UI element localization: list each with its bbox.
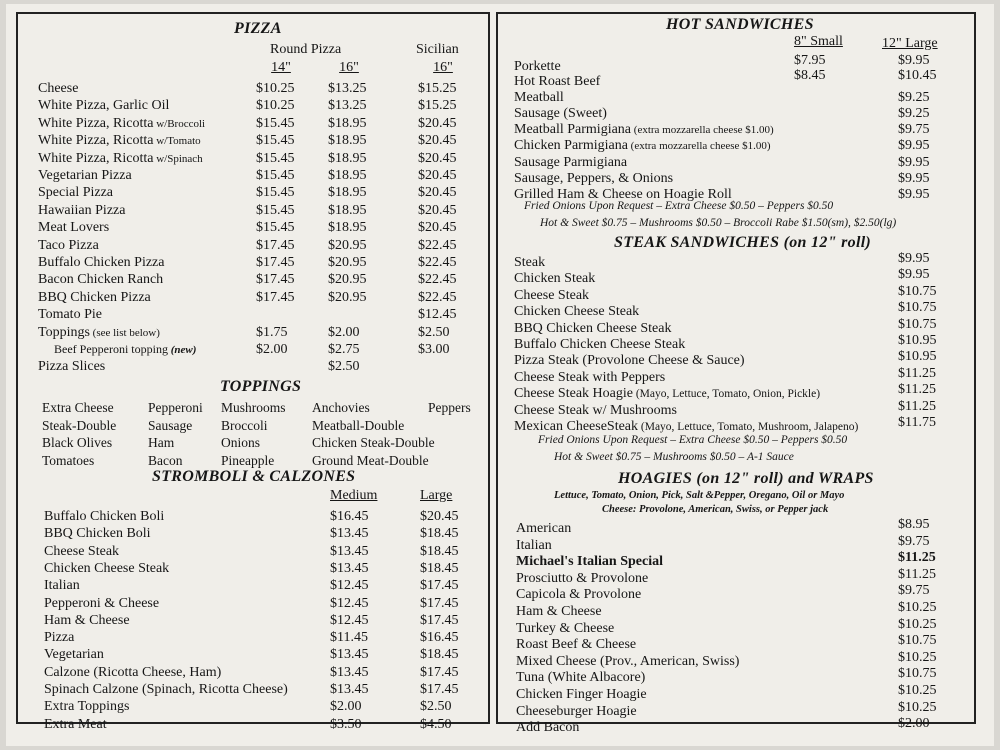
price-16: $18.95: [328, 115, 367, 131]
price-sicilian: $22.45: [418, 289, 457, 305]
hot-sandwich-note-2: Hot & Sweet $0.75 – Mushrooms $0.50 – Broccoli Rabe $1.50(sm), $2.50(lg): [540, 217, 897, 229]
item-note: w/Broccoli: [153, 117, 206, 130]
price-large: $20.45: [420, 509, 459, 524]
hot-sandwich-row: [498, 68, 974, 90]
item-name: Italian: [44, 578, 80, 594]
price-large: $17.45: [420, 578, 459, 594]
item-name: Cheese Steak Hoagie (Mayo, Lettuce, Tomato, Onion, Pickle): [514, 386, 821, 402]
item-name: Beef Pepperoni topping (new): [54, 342, 197, 356]
pizza-row: [18, 184, 488, 201]
price-medium: $13.45: [330, 526, 369, 542]
left-menu-column: [16, 12, 490, 732]
round-pizza-label: Round Pizza: [270, 42, 342, 57]
item-note: (extra mozzarella cheese $1.00): [631, 124, 774, 136]
steak-title: STEAK SANDWICHES (on 12" roll): [614, 234, 872, 251]
price-medium: $13.45: [330, 647, 369, 663]
item-name: Cheese Steak with Peppers: [514, 369, 666, 385]
price-large: $18.45: [420, 543, 459, 559]
pizza-row: [18, 254, 488, 271]
price-16: $2.75: [328, 342, 360, 357]
topping-item: Chicken Steak-Double: [312, 435, 435, 450]
price: $9.75: [898, 583, 930, 599]
price-16: $20.95: [328, 289, 367, 305]
price-sicilian: $15.25: [418, 81, 457, 96]
price-16: $18.95: [328, 202, 367, 218]
price-large: $17.45: [420, 682, 459, 697]
item-name: Cheese Steak: [514, 287, 590, 303]
price-14: $17.45: [256, 237, 295, 253]
topping-item: Sausage: [148, 417, 193, 433]
item-name: Chicken Cheese Steak: [44, 560, 170, 576]
item-note: (see list below): [89, 326, 160, 339]
item-name: Michael's Italian Special: [516, 554, 663, 570]
price-16: $18.95: [328, 220, 367, 236]
item-name: Porkette: [514, 59, 561, 74]
hoagie-row: [498, 716, 974, 736]
stromboli-row: [18, 612, 488, 629]
price-large: $9.95: [898, 187, 930, 202]
stromboli-row: [18, 543, 488, 560]
price-sicilian: $12.45: [418, 307, 457, 323]
pizza-row: [18, 237, 488, 254]
item-name: Italian: [516, 537, 552, 553]
price-medium: $11.45: [330, 630, 368, 646]
price-14: $17.45: [256, 272, 295, 288]
item-name: White Pizza, Garlic Oil: [38, 98, 170, 114]
topping-item: Bacon: [148, 452, 183, 468]
item-name: Pepperoni & Cheese: [44, 595, 160, 611]
item-name: Turkey & Cheese: [516, 620, 615, 636]
hoagies-sub-2: Cheese: Provolone, American, Swiss, or Pepper jack: [602, 504, 829, 515]
price-16: $2.50: [328, 359, 360, 375]
item-name: Bacon Chicken Ranch: [38, 272, 164, 288]
item-name: Sausage Parmigiana: [514, 155, 628, 170]
price: $11.25: [898, 550, 936, 566]
item-note: w/Spinach: [153, 152, 203, 165]
price-medium: $2.00: [330, 699, 362, 715]
item-name: Grilled Ham & Cheese on Hoagie Roll: [514, 187, 732, 202]
pizza-row: [18, 341, 488, 358]
price: $11.25: [898, 365, 936, 381]
price-16: $20.95: [328, 237, 367, 253]
price-large: $10.45: [898, 68, 937, 83]
price-14: $15.45: [256, 168, 295, 183]
price-16: $2.00: [328, 324, 360, 340]
price: $11.25: [898, 382, 936, 398]
price: $10.95: [898, 349, 937, 365]
price: $10.25: [898, 600, 937, 615]
item-name: Chicken Steak: [514, 271, 596, 287]
price-16: $20.95: [328, 255, 367, 270]
topping-item: Meatball-Double: [312, 417, 405, 433]
price-16: $18.95: [328, 168, 367, 183]
topping-item: Onions: [221, 435, 261, 450]
hot-sandwich-row: [498, 154, 974, 171]
hot-sandwich-row: [498, 89, 974, 106]
item-name: Pizza Steak (Provolone Cheese & Sauce): [514, 353, 745, 369]
item-name: Chicken Finger Hoagie: [516, 687, 647, 702]
price-large: $9.95: [898, 53, 930, 68]
price: $10.75: [898, 300, 937, 316]
price-large: $9.95: [898, 138, 930, 153]
item-name: White Pizza, Ricotta w/Broccoli: [38, 115, 206, 131]
stromboli-row: [18, 595, 488, 612]
price-sicilian: $20.45: [418, 185, 457, 201]
price-14: $1.75: [256, 324, 288, 340]
pizza-row: [18, 219, 488, 236]
topping-item: Black Olives: [42, 435, 113, 450]
price: $9.75: [898, 533, 930, 549]
price-large: $18.45: [420, 560, 459, 576]
hot-sandwiches-title: HOT SANDWICHES: [666, 16, 814, 33]
topping-item: Broccoli: [221, 417, 268, 433]
steak-row: [498, 415, 974, 435]
steak-note-2: Hot & Sweet $0.75 – Mushrooms $0.50 – A-1 Sauce: [554, 451, 794, 463]
price-sicilian: $15.25: [418, 98, 457, 114]
stromboli-row: [18, 681, 488, 698]
price: $11.75: [898, 415, 936, 430]
hot-sandwich-note-1: Fried Onions Upon Request – Extra Cheese $0.50 – Peppers $0.50: [524, 200, 834, 212]
stromboli-row: [18, 664, 488, 681]
price-medium: $3.50: [330, 716, 362, 732]
topping-item: Peppers: [428, 400, 471, 415]
item-name: Buffalo Chicken Pizza: [38, 255, 165, 270]
price-sicilian: $2.50: [418, 324, 450, 340]
price-large: $17.45: [420, 595, 459, 611]
price-16: $18.95: [328, 133, 367, 149]
small-size-label: 8" Small: [794, 34, 843, 49]
item-name: Meatball Parmigiana (extra mozzarella cheese $1.00): [514, 122, 774, 137]
large-size-label: 12" Large: [882, 36, 938, 51]
price-large: $9.25: [898, 106, 930, 121]
item-name: Chicken Parmigiana (extra mozzarella cheese $1.00): [514, 138, 771, 153]
item-name: Hot Roast Beef: [514, 74, 601, 89]
price-14: $15.45: [256, 115, 295, 131]
price-14: $15.45: [256, 220, 295, 236]
pizza-row: [18, 132, 488, 149]
item-note: (Mayo, Lettuce, Tomato, Mushroom, Jalapeno): [638, 421, 859, 433]
item-name: BBQ Chicken Pizza: [38, 289, 151, 305]
topping-item: Mushrooms: [221, 400, 286, 415]
pizza-row: [18, 115, 488, 132]
pizza-row: [18, 150, 488, 167]
price-sicilian: $20.45: [418, 150, 457, 166]
price-14: $15.45: [256, 202, 295, 218]
pizza-row: [18, 202, 488, 219]
topping-item: Ground Meat-Double: [312, 452, 429, 468]
topping-item: Pepperoni: [148, 400, 203, 415]
price-medium: $13.45: [330, 543, 369, 559]
item-name: Toppings (see list below): [38, 324, 160, 340]
item-name: Capicola & Provolone: [516, 587, 642, 603]
topping-item: Extra Cheese: [42, 400, 114, 415]
item-name: Add Bacon: [516, 720, 580, 736]
item-name: Cheese Steak: [44, 543, 120, 559]
price-sicilian: $22.45: [418, 255, 457, 270]
item-note: (new): [167, 344, 197, 356]
price-16: $18.95: [328, 185, 367, 201]
item-name: Extra Meat: [44, 716, 107, 732]
price-sicilian: $20.45: [418, 168, 457, 183]
stromboli-row: [18, 629, 488, 646]
hoagies-title: HOAGIES (on 12" roll) and WRAPS: [618, 470, 874, 487]
item-name: Ham & Cheese: [516, 604, 602, 619]
topping-item: Steak-Double: [42, 417, 117, 433]
price-large: $9.95: [898, 155, 930, 170]
price: $8.95: [898, 517, 930, 532]
item-name: Pizza: [44, 630, 75, 646]
item-name: Cheese Steak w/ Mushrooms: [514, 402, 677, 418]
item-name: Buffalo Chicken Cheese Steak: [514, 337, 686, 352]
price-large: $9.95: [898, 171, 930, 186]
price: $10.75: [898, 316, 937, 332]
size-16-label: 16": [339, 60, 359, 75]
price: $10.75: [898, 633, 937, 649]
price-sicilian: $20.45: [418, 115, 457, 131]
price-sicilian: $22.45: [418, 237, 457, 253]
price-medium: $13.45: [330, 560, 369, 576]
item-name: BBQ Chicken Boli: [44, 526, 151, 542]
item-name: Buffalo Chicken Boli: [44, 509, 165, 524]
price-14: $15.45: [256, 133, 295, 149]
price-14: $15.45: [256, 185, 295, 201]
item-name: BBQ Chicken Cheese Steak: [514, 320, 672, 336]
item-name: Special Pizza: [38, 185, 114, 201]
pizza-row: [18, 358, 488, 375]
item-name: Hawaiian Pizza: [38, 202, 126, 218]
stromboli-row: [18, 560, 488, 577]
item-name: White Pizza, Ricotta w/Spinach: [38, 150, 203, 166]
price-sicilian: $20.45: [418, 133, 457, 149]
price-small: $7.95: [794, 53, 826, 68]
price-14: $17.45: [256, 289, 295, 305]
item-name: Mexican CheeseSteak (Mayo, Lettuce, Tomato, Mushroom, Jalapeno): [514, 419, 859, 434]
item-name: Ham & Cheese: [44, 612, 130, 628]
item-note: (extra mozzarella cheese $1.00): [627, 140, 771, 152]
price-sicilian: $20.45: [418, 220, 457, 236]
item-name: Sausage, Peppers, & Onions: [514, 171, 674, 186]
stromboli-title: STROMBOLI & CALZONES: [152, 468, 356, 485]
price-16: $20.95: [328, 272, 367, 288]
price-large: $17.45: [420, 664, 459, 680]
menu-sheet: [6, 4, 994, 746]
steak-note-1: Fried Onions Upon Request – Extra Cheese $0.50 – Peppers $0.50: [538, 434, 848, 446]
price: $10.25: [898, 683, 937, 698]
price-14: $10.25: [256, 81, 295, 96]
item-name: Extra Toppings: [44, 699, 130, 715]
price: $10.95: [898, 333, 937, 348]
price-large: $16.45: [420, 630, 459, 646]
price-medium: $12.45: [330, 595, 369, 611]
pizza-row: [18, 271, 488, 288]
price-sicilian: $20.45: [418, 202, 457, 218]
item-name: Mixed Cheese (Prov., American, Swiss): [516, 653, 740, 669]
item-name: Sausage (Sweet): [514, 106, 607, 121]
price-large: $18.45: [420, 526, 459, 542]
medium-label: Medium: [330, 488, 378, 503]
price-medium: $13.45: [330, 664, 369, 680]
price-large: $4.50: [420, 716, 452, 732]
price-large: $18.45: [420, 647, 459, 663]
item-name: American: [516, 521, 572, 536]
price: $2.00: [898, 716, 930, 732]
item-name: Meat Lovers: [38, 220, 110, 236]
item-name: Vegetarian: [44, 647, 104, 663]
price-sicilian: $22.45: [418, 272, 457, 288]
stromboli-row: [18, 646, 488, 663]
right-menu-column: [496, 12, 976, 736]
price: $10.75: [898, 283, 937, 299]
stromboli-row: [18, 525, 488, 542]
item-name: Meatball: [514, 90, 564, 105]
hot-sandwich-row: [498, 137, 974, 154]
toppings-title: TOPPINGS: [220, 378, 302, 395]
item-name: Taco Pizza: [38, 237, 99, 253]
topping-item: Pineapple: [221, 452, 275, 468]
item-name: Pizza Slices: [38, 359, 106, 375]
pizza-row: [18, 289, 488, 306]
price-small: $8.45: [794, 68, 826, 83]
price-medium: $16.45: [330, 509, 369, 524]
price-16: $18.95: [328, 150, 367, 166]
item-note: (Mayo, Lettuce, Tomato, Onion, Pickle): [632, 388, 821, 401]
item-name: Spinach Calzone (Spinach, Ricotta Cheese): [44, 682, 288, 697]
item-name: Prosciutto & Provolone: [516, 570, 649, 586]
price: $11.25: [898, 398, 936, 414]
price-sicilian: $3.00: [418, 342, 450, 357]
price: $9.95: [898, 267, 930, 283]
stromboli-row: [18, 577, 488, 594]
pizza-row: [18, 306, 488, 323]
price-large: $2.50: [420, 699, 452, 715]
pizza-row: [18, 97, 488, 114]
item-name: Vegetarian Pizza: [38, 168, 132, 183]
item-name: Tomato Pie: [38, 307, 102, 323]
price-large: $9.25: [898, 90, 930, 105]
price-14: $2.00: [256, 342, 288, 357]
item-note: w/Tomato: [153, 135, 201, 148]
item-name: Calzone (Ricotta Cheese, Ham): [44, 664, 222, 680]
price-14: $10.25: [256, 98, 295, 114]
price-16: $13.25: [328, 81, 367, 96]
price-medium: $12.45: [330, 612, 369, 628]
hot-sandwich-row: [498, 105, 974, 122]
topping-item: Tomatoes: [42, 452, 95, 468]
hoagies-sub-1: Lettuce, Tomato, Onion, Pick, Salt &Pepper, Oregano, Oil or Mayo: [554, 490, 845, 501]
item-name: Chicken Cheese Steak: [514, 304, 640, 320]
pizza-title: PIZZA: [234, 20, 282, 37]
price-14: $15.45: [256, 150, 295, 166]
stromboli-row: [18, 508, 488, 525]
pizza-row: [18, 324, 488, 341]
sicilian-label: Sicilian: [416, 42, 459, 57]
price: $10.75: [898, 666, 937, 682]
price-14: $17.45: [256, 255, 295, 270]
price: $10.25: [898, 649, 937, 665]
item-name: Cheese: [38, 81, 79, 96]
topping-item: Anchovies: [312, 400, 370, 415]
item-name: White Pizza, Ricotta w/Tomato: [38, 133, 201, 149]
hot-sandwich-row: [498, 121, 974, 138]
price: $9.95: [898, 251, 930, 266]
price-large: $9.75: [898, 122, 930, 137]
sicilian-16-label: 16": [433, 60, 453, 75]
price-large: $17.45: [420, 612, 459, 628]
item-name: Roast Beef & Cheese: [516, 637, 637, 653]
stromboli-row: [18, 698, 488, 715]
large-label: Large: [420, 488, 453, 503]
item-name: Steak: [514, 255, 546, 270]
price-medium: $12.45: [330, 578, 369, 594]
price-16: $13.25: [328, 98, 367, 114]
hot-sandwich-row: [498, 170, 974, 187]
topping-item: Ham: [148, 435, 175, 450]
price: $10.25: [898, 616, 937, 632]
pizza-row: [18, 167, 488, 184]
item-name: Tuna (White Albacore): [516, 670, 646, 686]
item-name: Cheeseburger Hoagie: [516, 703, 637, 719]
size-14-label: 14": [271, 60, 291, 75]
pizza-row: [18, 80, 488, 97]
price-medium: $13.45: [330, 682, 369, 697]
stromboli-row: [18, 716, 488, 733]
price: $10.25: [898, 699, 937, 715]
price: $11.25: [898, 566, 936, 582]
